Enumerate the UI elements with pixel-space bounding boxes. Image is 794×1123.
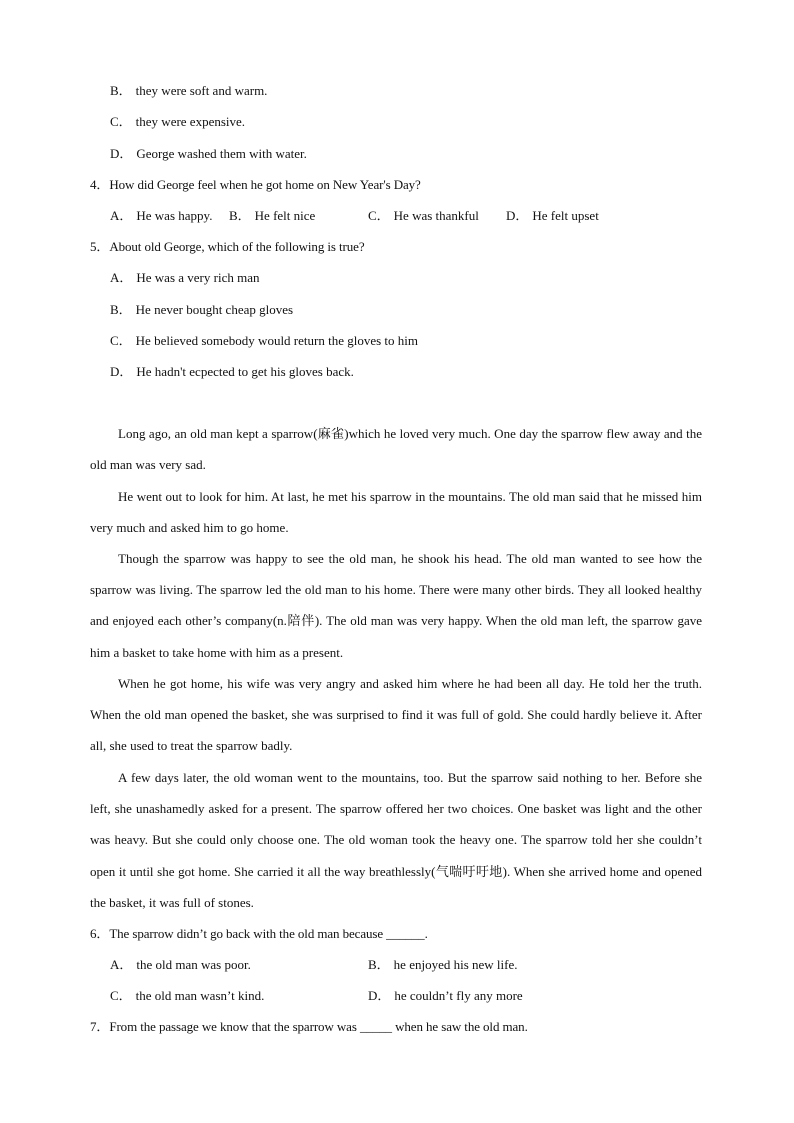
q5-option-c xyxy=(110,333,418,349)
question-5 xyxy=(90,239,364,255)
option-label: C． xyxy=(110,333,132,348)
question-4 xyxy=(90,177,421,193)
option-text: He hadn't ecpected to get his gloves back. xyxy=(136,364,354,379)
option-label: B． xyxy=(110,83,132,98)
question-text: About old George, which of the following is true? xyxy=(109,239,365,254)
option-label: A． xyxy=(110,270,133,285)
q6-option-c xyxy=(110,988,264,1004)
q3-option-c xyxy=(110,114,245,130)
option-text: he couldn’t fly any more xyxy=(394,988,523,1003)
passage-paragraph-5: A few days later, the old woman went to the mountains, too. But the sparrow said nothing to her. Before she left, she unashamedly asked for a present. The sparrow offered her two choices. One basket was light and the other was heavy. But she could only choose one. The old woman took the heavy one. The sparrow told her she couldn’t open it until she got home. She carried it all the way breathlessly(气喘吁吁地). When she arrived home and opened the basket, it was full of stones. xyxy=(90,770,702,910)
q6-option-d xyxy=(368,988,523,1004)
question-text: The sparrow didn’t go back with the old man because ______. xyxy=(109,926,428,941)
q4-option-d xyxy=(506,208,599,224)
question-text: How did George feel when he got home on New Year's Day? xyxy=(109,177,421,192)
q3-option-b xyxy=(110,83,267,99)
question-number: 5． xyxy=(90,239,110,254)
option-label: B． xyxy=(368,957,390,972)
question-7 xyxy=(90,1019,528,1035)
option-label: C． xyxy=(110,988,132,1003)
option-label: D． xyxy=(110,146,133,161)
q6-option-a xyxy=(110,957,251,973)
question-6 xyxy=(90,926,428,942)
option-label: D． xyxy=(368,988,391,1003)
option-label: D． xyxy=(110,364,133,379)
q5-option-b xyxy=(110,302,293,318)
question-number: 4． xyxy=(90,177,110,192)
option-text: they were soft and warm. xyxy=(135,83,268,98)
q4-option-c xyxy=(368,208,479,224)
option-text: He believed somebody would return the gloves to him xyxy=(135,333,419,348)
q6-option-b xyxy=(368,957,518,973)
option-text: he enjoyed his new life. xyxy=(393,957,518,972)
option-text: He was a very rich man xyxy=(136,270,260,285)
option-label: C． xyxy=(368,208,390,223)
option-label: D． xyxy=(506,208,529,223)
q4-option-a xyxy=(110,208,212,224)
option-text: He was thankful xyxy=(393,208,479,223)
q5-option-d xyxy=(110,364,354,380)
question-number: 6． xyxy=(90,926,110,941)
option-text: the old man wasn’t kind. xyxy=(135,988,265,1003)
q3-option-d xyxy=(110,146,307,162)
option-label: B． xyxy=(110,302,132,317)
option-text: He never bought cheap gloves xyxy=(135,302,294,317)
option-label: C． xyxy=(110,114,132,129)
option-label: A． xyxy=(110,208,133,223)
question-number: 7． xyxy=(90,1019,110,1034)
option-text: He was happy. xyxy=(136,208,213,223)
question-text: From the passage we know that the sparrow was _____ when he saw the old man. xyxy=(109,1019,528,1034)
passage-paragraph-3: Though the sparrow was happy to see the old man, he shook his head. The old man wanted to see how the sparrow was living. The sparrow led the old man to his home. There were many other birds. They all looked healthy and enjoyed each other’s company(n.陪伴). The old man was very happy. When the old man left, the sparrow gave him a basket to take home with him as a present. xyxy=(90,551,702,660)
option-text: George washed them with water. xyxy=(136,146,307,161)
option-label: A． xyxy=(110,957,133,972)
option-text: He felt nice xyxy=(254,208,316,223)
option-label: B． xyxy=(229,208,251,223)
q5-option-a xyxy=(110,270,259,286)
passage-paragraph-1: Long ago, an old man kept a sparrow(麻雀)which he loved very much. One day the sparrow flew away and the old man was very sad. xyxy=(90,426,702,473)
passage-paragraph-4: When he got home, his wife was very angry and asked him where he had been all day. He told her the truth. When the old man opened the basket, she was surprised to find it was full of gold. She could hardly believe it. After all, she used to treat the sparrow badly. xyxy=(90,676,702,754)
q4-option-b xyxy=(229,208,315,224)
option-text: they were expensive. xyxy=(135,114,246,129)
option-text: He felt upset xyxy=(532,208,599,223)
passage-paragraph-2: He went out to look for him. At last, he met his sparrow in the mountains. The old man said that he missed him very much and asked him to go home. xyxy=(90,489,702,536)
option-text: the old man was poor. xyxy=(136,957,251,972)
